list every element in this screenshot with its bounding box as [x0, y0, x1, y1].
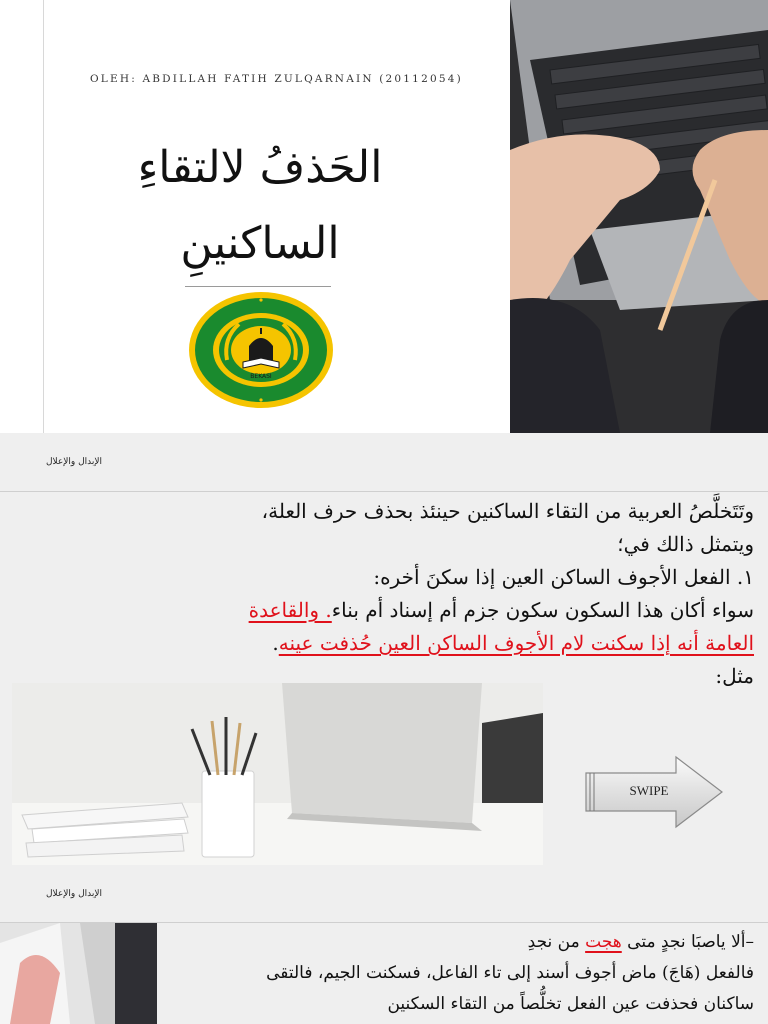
title-line-2: الساكنينِ: [180, 218, 340, 269]
text-span: من نجدِ: [527, 932, 586, 952]
text-line: مثل:: [715, 664, 754, 688]
slide-header-label: الإبدال والإعلال: [46, 457, 103, 467]
swipe-button[interactable]: [584, 755, 724, 829]
section-band: [0, 870, 768, 922]
text-span: –ألا ياصبَا نجدٍ متى: [621, 932, 754, 952]
highlighted-rule: العامة أنه إذا سكنت لام الأجوف الساكن العين حُذفت عينه: [278, 631, 754, 655]
slide-divider-line: [43, 0, 44, 433]
author-line: OLEH: ABDILLAH FATIH ZULQARNAIN (20112054): [90, 73, 463, 85]
section-band: [0, 433, 768, 491]
highlighted-word: هجت: [585, 932, 622, 952]
swipe-label: SWIPE: [629, 783, 669, 798]
text-line: [154, 594, 754, 627]
logo-text: BEKASI: [250, 373, 272, 380]
title-line-1: الحَذفُ لالتقاءِ: [137, 142, 383, 193]
slide-title: [120, 130, 400, 282]
highlighted-rule: . والقاعدة: [248, 598, 332, 622]
institution-logo: [187, 290, 335, 410]
slide-header-label: الإبدال والإعلال: [46, 889, 103, 899]
text-line: فالفعل (هَاجَ) ماض أجوف أسند إلى تاء الفاعل، فسكنت الجيم، فالتقى: [266, 963, 754, 983]
slide3-text: [164, 927, 754, 1020]
text-span: .: [272, 631, 279, 655]
title-underline: [185, 286, 331, 287]
text-span: سواء أكان هذا السكون سكون جزم أم إسناد أم بناء: [331, 598, 754, 622]
title-slide: [0, 0, 768, 433]
text-line: وتَتَخلَّصُ العربية من التقاء الساكنين حينئذ بحذف حرف العلة،: [261, 499, 754, 523]
text-line: ١. الفعل الأجوف الساكن العين إذا سكنَ أخره:: [373, 565, 754, 589]
desk-photo: [12, 683, 543, 865]
slide2-text: [154, 495, 754, 693]
text-line: ويتمثل ذالك في؛: [617, 532, 754, 556]
office-photo: [0, 923, 157, 1024]
text-line: [154, 627, 754, 660]
laptop-typing-photo: [510, 0, 768, 433]
text-line: ساكنان فحذفت عين الفعل تخلُّصاً من التقاء السكنين: [387, 994, 754, 1014]
text-line: [164, 927, 754, 958]
